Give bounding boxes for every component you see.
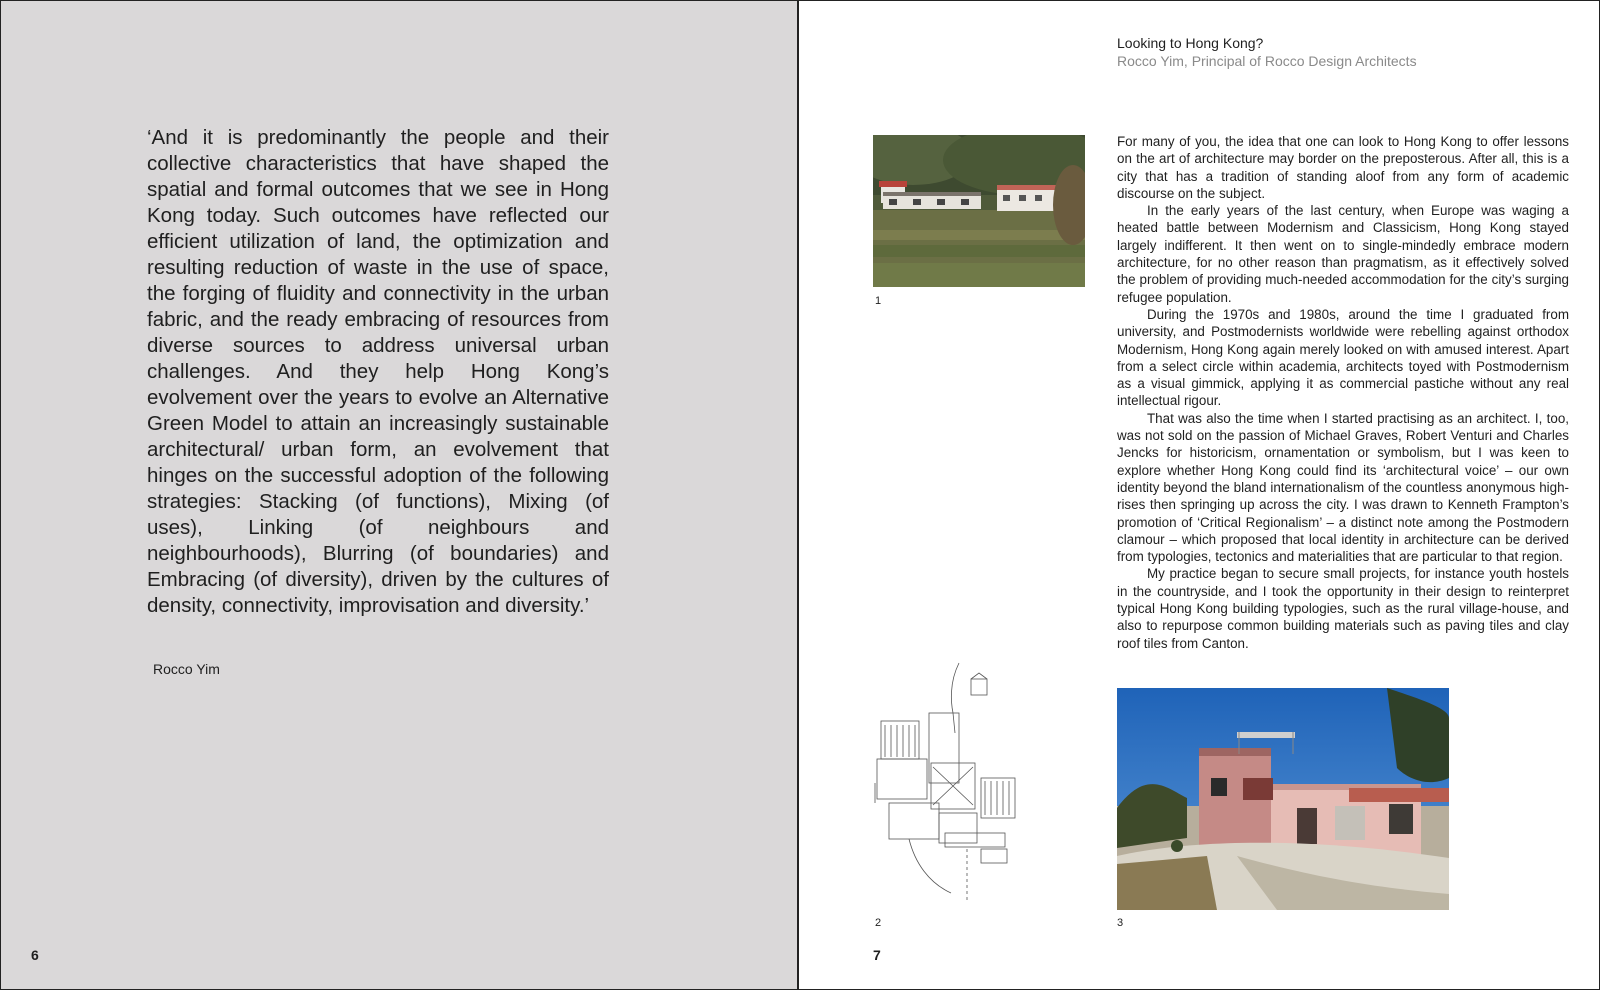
page-number-right: 7 [873,947,881,963]
article-subtitle: Rocco Yim, Principal of Rocco Design Architects [1117,53,1417,69]
quote-author: Rocco Yim [153,661,220,677]
body-paragraph: In the early years of the last century, when Europe was waging a heated battle between Modernism and Classicism, Hong Kong stayed largely indifferent. It then went on to single-mindedly embrace modern architecture, for no other reason than pragmatism, as it effectively solved the problem of providing much-needed accommodation for the city’s surging refugee population. [1117,203,1569,305]
pull-quote: ‘And it is predominantly the people and their collective characteristics that have shaped the spatial and formal outcomes that we see in Hong Kong today. Such outcomes have reflected our efficient utilization of land, the optimization and resulting reduction of waste in the use of space, the forging of fluidity and connectivity in the urban fabric, and the ready embracing of resources from diverse sources to address universal urban challenges. And they help Hong Kong’s evolvement over the years to evolve an Alternative Green Model to attain an increasingly sustainable architectural/ urban form, an evolvement that hinges on the successful adoption of the following strategies: Stacking (of functions), Mixing (of uses), Linking (of neighbours and neighbourhoods), Blurring (of boundaries) and Embracing (of diversity), driven by the cultures of density, connectivity, improvisation and diversity.’ [147,126,609,617]
caption-3: 3 [1117,917,1124,929]
village-photo [873,135,1085,287]
left-page [0,0,798,990]
hostel-photo [1117,688,1449,910]
body-paragraph: During the 1970s and 1980s, around the time I graduated from university, and Postmodernists worldwide were rebelling against orthodox Modernism, Hong Kong again merely looked on with amused interest. Apart from a select circle within academia, architects toyed with Postmodernism as a visual gimmick, applying it as commercial pastiche without any real intellectual rigour. [1117,306,1569,409]
caption-1: 1 [875,295,882,307]
right-page [798,0,1600,990]
caption-2: 2 [875,917,882,929]
body-paragraph: For many of you, the idea that one can look to Hong Kong to offer lessons on the art of architecture may border on the preposterous. After all, this is a city that has a tradition of standing aloof from any form of academic discourse on the subject. [1117,134,1569,201]
body-paragraph: My practice began to secure small projects, for instance youth hostels in the countryside, and I took the opportunity in their design to reinterpret typical Hong Kong building typologies, such as the rural village-house, and also to repurpose common building materials such as paving tiles and clay roof tiles from Canton. [1117,566,1569,651]
article-body [1117,133,1569,652]
page-number-left: 6 [31,947,39,963]
article-title: Looking to Hong Kong? [1117,35,1264,51]
architectural-drawing [869,653,1039,913]
body-paragraph: That was also the time when I started practising as an architect. I, too, was not sold on the passion of Michael Graves, Robert Venturi and Charles Jencks for historicism, ornamentation or symbolism, but I was keen to explore whether Hong Kong could find its ‘architectural voice’ – our own identity beyond the bland internationalism of the countless anonymous high-rises then springing up across the city. I was drawn to Kenneth Frampton’s promotion of ‘Critical Regionalism’ – a distinct note among the Postmodern clamour – which proposed that local identity in architecture can be derived from typologies, tectonics and materialities that are particular to that region. [1117,410,1569,565]
